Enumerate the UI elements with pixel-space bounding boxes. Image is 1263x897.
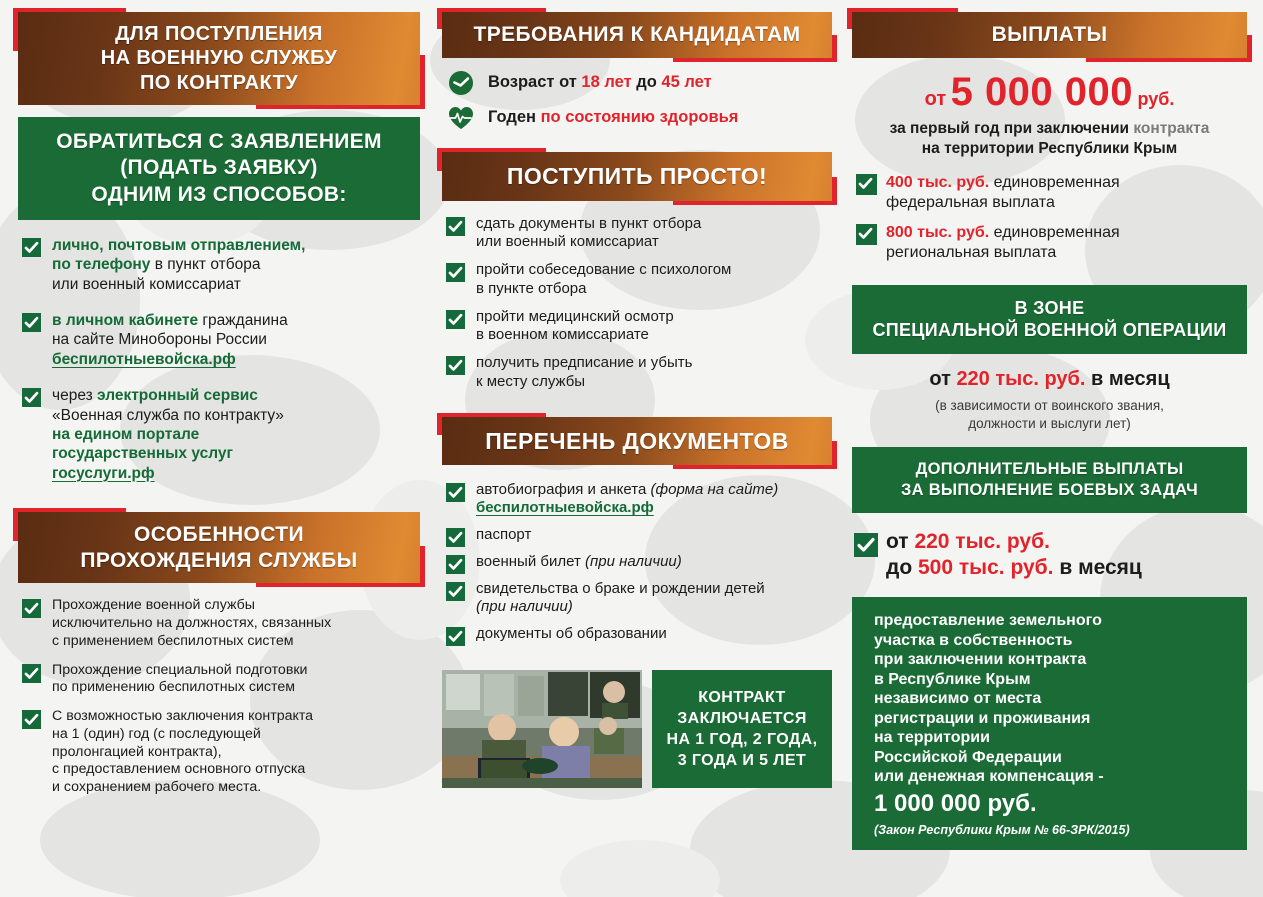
item-text	[476, 215, 832, 253]
check-icon	[446, 483, 465, 502]
text-line: в личном кабинете гражданина	[52, 312, 288, 330]
text-line	[52, 350, 420, 369]
header-payments	[852, 12, 1247, 58]
list-item	[442, 215, 832, 253]
list-item	[852, 223, 1247, 263]
list-item	[852, 529, 1247, 582]
text-line: исключительно на должностях, связанных	[52, 615, 332, 632]
header-line: ДОПОЛНИТЕЛЬНЫЕ ВЫПЛАТЫ	[915, 460, 1184, 479]
contract-line: ЗАКЛЮЧАЕТСЯ	[677, 709, 807, 727]
column-middle	[428, 12, 838, 887]
text-span: в личном кабинете	[52, 312, 199, 330]
text-span: электронный сервис	[97, 387, 258, 405]
text-line: к месту службы	[476, 372, 586, 390]
text-span: 220 тыс. руб.	[914, 529, 1050, 553]
header-line: ДЛЯ ПОСТУПЛЕНИЯ	[115, 23, 323, 45]
list-item	[18, 386, 420, 483]
item-text	[52, 708, 420, 797]
text-line: по применению беспилотных систем	[52, 679, 295, 696]
requirement-item	[442, 107, 832, 128]
check-icon	[446, 217, 465, 236]
text-line: региональная выплата	[886, 243, 1057, 261]
header-line: СПЕЦИАЛЬНОЙ ВОЕННОЙ ОПЕРАЦИИ	[872, 320, 1227, 341]
item-text	[476, 481, 832, 519]
header-service-features	[18, 512, 420, 583]
check-icon	[446, 582, 465, 601]
header-combat-zone	[852, 285, 1247, 354]
item-text	[476, 625, 832, 644]
text-span: за первый год при заключении	[889, 119, 1134, 137]
text-span: госуслуги.рф	[52, 464, 155, 482]
item-text	[52, 236, 420, 294]
column-left	[10, 12, 428, 887]
header-line: ПО КОНТРАКТУ	[139, 71, 299, 94]
text-line: Прохождение специальной подготовки	[52, 661, 308, 678]
text-line: военный билет (при наличии)	[476, 552, 682, 570]
text-line	[52, 444, 420, 463]
text-span: (форма на сайте)	[650, 480, 779, 498]
header-line: НА ВОЕННУЮ СЛУЖБУ	[100, 47, 338, 70]
note-line: (в зависимости от воинского звания,	[935, 397, 1164, 413]
land-grant-line: предоставление земельного	[874, 612, 1102, 630]
enlistment-steps-list	[442, 215, 832, 401]
land-grant-line: Российской Федерации	[874, 748, 1062, 766]
service-features-list	[18, 597, 420, 808]
item-text	[886, 173, 1247, 213]
header-line: ПОСТУПИТЬ ПРОСТО!	[506, 163, 768, 190]
list-item	[442, 261, 832, 299]
header-line: ТРЕБОВАНИЯ К КАНДИДАТАМ	[473, 23, 801, 46]
check-icon	[446, 528, 465, 547]
text-span: 220 тыс. руб.	[956, 367, 1086, 390]
header-how-to-apply	[18, 117, 420, 220]
text-line: автобиография и анкета (форма на сайте)	[476, 480, 779, 498]
text-line: пролонгацией контракта),	[52, 743, 222, 760]
header-line: В ЗОНЕ	[1014, 297, 1085, 318]
item-text	[52, 597, 420, 650]
check-icon	[446, 310, 465, 329]
list-item	[852, 173, 1247, 213]
note-line: должности и выслуги лет)	[968, 416, 1131, 432]
item-text	[52, 311, 420, 369]
check-icon	[446, 555, 465, 574]
headline-payment-amount	[852, 69, 1247, 114]
list-item	[442, 625, 832, 644]
item-text	[476, 354, 832, 392]
text-span: 18 лет	[581, 72, 632, 91]
text-line: свидетельства о браке и рождении детей	[476, 579, 765, 597]
apply-methods-list	[18, 236, 420, 500]
text-span: по состоянию здоровья	[540, 108, 739, 127]
heart-pulse-icon	[448, 105, 474, 131]
contract-duration-box	[652, 670, 832, 788]
land-grant-line: при заключении контракта	[874, 651, 1087, 669]
amount-currency: руб.	[1137, 88, 1175, 109]
header-documents	[442, 417, 832, 465]
land-grant-block	[852, 597, 1247, 850]
text-line: 800 тыс. руб. единовременная	[886, 223, 1120, 241]
text-span: от	[886, 529, 915, 553]
text-span: 45 лет	[661, 72, 712, 91]
additional-payments-list	[852, 529, 1247, 582]
header-line: (ПОДАТЬ ЗАЯВКУ)	[120, 156, 318, 180]
text-line: и сохранением рабочего места.	[52, 779, 262, 796]
list-item	[442, 526, 832, 545]
header-line: ОДНИМ ИЗ СПОСОБОВ:	[91, 182, 347, 206]
combat-zone-note	[852, 397, 1247, 433]
check-icon	[856, 174, 877, 195]
text-line: федеральная выплата	[886, 193, 1055, 211]
check-icon	[854, 533, 878, 557]
text-line: по телефону в пункт отбора	[52, 256, 261, 274]
header-line: ОСОБЕННОСТИ	[133, 523, 305, 547]
list-item	[442, 481, 832, 519]
text-span: на территории Республики Крым	[921, 139, 1178, 157]
text-line: документы об образовании	[476, 625, 667, 643]
combat-zone-monthly-amount: от 220 тыс. руб. в месяц	[929, 367, 1170, 390]
text-line: Прохождение военной службы	[52, 597, 255, 614]
check-icon	[22, 388, 41, 407]
item-text	[886, 223, 1247, 263]
land-grant-law-reference: (Закон Республики Крым № 66-ЗРК/2015)	[874, 822, 1130, 837]
land-grant-line: на территории	[874, 729, 990, 747]
text-line: «Военная служба по контракту»	[52, 406, 284, 424]
land-grant-line: в Республике Крым	[874, 670, 1031, 688]
amount-value: 5 000 000	[950, 69, 1134, 114]
text-line	[476, 598, 832, 617]
text-span: в месяц	[1053, 555, 1142, 579]
requirements-list	[442, 72, 832, 143]
contract-line: КОНТРАКТ	[698, 688, 786, 706]
text-span: на едином портале	[52, 425, 200, 443]
text-line	[852, 119, 1247, 139]
requirement-item	[442, 72, 832, 93]
check-icon	[22, 238, 41, 257]
text-line: с применением беспилотных систем	[52, 632, 294, 649]
text-line: на 1 (один) год (с последующей	[52, 725, 261, 742]
text-line	[476, 499, 832, 518]
one-time-payments-list	[852, 173, 1247, 273]
check-icon	[446, 263, 465, 282]
text-span: 800 тыс. руб.	[886, 223, 990, 241]
text-line: пройти медицинский осмотр	[476, 307, 674, 325]
text-line: получить предписание и убыть	[476, 354, 693, 372]
item-text	[52, 386, 420, 483]
text-line: паспорт	[476, 526, 532, 544]
check-icon	[446, 356, 465, 375]
item-text	[476, 261, 832, 299]
land-grant-line: регистрации и проживания	[874, 709, 1091, 727]
list-item	[18, 708, 420, 797]
land-grant-line: участка в собственность	[874, 631, 1073, 649]
text-line: с предоставлением основного отпуска	[52, 761, 306, 778]
contract-line: НА 1 ГОД, 2 ГОДА,	[666, 730, 818, 748]
text-span: до	[886, 555, 918, 579]
text-span: государственных услуг	[52, 445, 233, 463]
amount-prefix: от	[924, 87, 947, 110]
text-span: (при наличии)	[584, 552, 682, 570]
list-item	[442, 308, 832, 346]
photo-and-contract-row	[442, 670, 832, 788]
header-line: ПЕРЕЧЕНЬ ДОКУМЕНТОВ	[485, 427, 789, 454]
check-icon	[22, 664, 41, 683]
text-line	[52, 236, 420, 255]
list-item	[18, 311, 420, 369]
header-line: ОБРАТИТЬСЯ С ЗАЯВЛЕНИЕМ	[56, 130, 382, 154]
check-icon	[446, 627, 465, 646]
item-text	[476, 580, 832, 618]
header-easy-enlistment	[442, 152, 832, 200]
text-line: пройти собеседование с психологом	[476, 261, 732, 279]
check-icon	[856, 224, 877, 245]
text-span: беспилотныевойска.рф	[476, 499, 654, 517]
list-item	[442, 354, 832, 392]
item-text	[886, 529, 1247, 582]
text-line: 400 тыс. руб. единовременная	[886, 173, 1120, 191]
header-enlistment	[18, 12, 420, 105]
check-icon	[22, 599, 41, 618]
text-line: или военный комиссариат	[476, 233, 659, 251]
text-line: или военный комиссариат	[52, 275, 241, 293]
item-text	[476, 308, 832, 346]
requirement-text: Годен по состоянию здоровья	[488, 108, 739, 127]
clock-check-icon	[448, 70, 474, 96]
list-item	[18, 236, 420, 294]
text-span: (при наличии)	[476, 598, 573, 616]
text-line	[852, 139, 1247, 159]
text-line	[52, 464, 420, 483]
item-text	[476, 526, 832, 545]
text-line: в пункте отбора	[476, 279, 587, 297]
documents-list	[442, 481, 832, 652]
check-icon	[22, 313, 41, 332]
header-line: ЗА ВЫПОЛНЕНИЕ БОЕВЫХ ЗАДАЧ	[900, 480, 1199, 499]
headline-payment-description	[852, 119, 1247, 159]
header-line: ПРОХОЖДЕНИЯ СЛУЖБЫ	[80, 548, 358, 572]
text-line: в военном комиссариате	[476, 326, 649, 344]
column-right	[838, 12, 1253, 887]
text-span: контракта	[1133, 119, 1210, 137]
item-text	[476, 553, 832, 572]
text-line: С возможностью заключения контракта	[52, 708, 314, 725]
list-item	[442, 580, 832, 618]
text-line: через электронный сервис	[52, 387, 258, 405]
text-line	[886, 529, 1247, 555]
item-text	[52, 662, 420, 698]
text-span: по телефону	[52, 256, 151, 274]
header-line: ВЫПЛАТЫ	[991, 23, 1108, 46]
text-line: на сайте Минобороны России	[52, 331, 267, 349]
list-item	[18, 597, 420, 650]
list-item	[442, 553, 832, 572]
land-grant-line: независимо от места	[874, 690, 1042, 708]
check-icon	[22, 710, 41, 729]
text-span: 500 тыс. руб.	[918, 555, 1054, 579]
text-line	[886, 555, 1247, 581]
text-span: беспилотныевойска.рф	[52, 350, 236, 368]
text-line: сдать документы в пункт отбора	[476, 214, 702, 232]
contract-line: 3 ГОДА И 5 ЛЕТ	[677, 751, 807, 769]
military-recruitment-office-photo	[442, 670, 642, 788]
header-candidate-requirements	[442, 12, 832, 58]
land-grant-line: или денежная компенсация -	[874, 768, 1104, 786]
text-span: 400 тыс. руб.	[886, 173, 990, 191]
text-line	[52, 425, 420, 444]
header-additional-payments	[852, 447, 1247, 512]
list-item	[18, 662, 420, 698]
land-grant-amount: 1 000 000 руб.	[874, 789, 1037, 817]
requirement-text: Возраст от 18 лет до 45 лет	[488, 72, 712, 91]
text-span: лично, почтовым отправлением,	[52, 236, 306, 254]
